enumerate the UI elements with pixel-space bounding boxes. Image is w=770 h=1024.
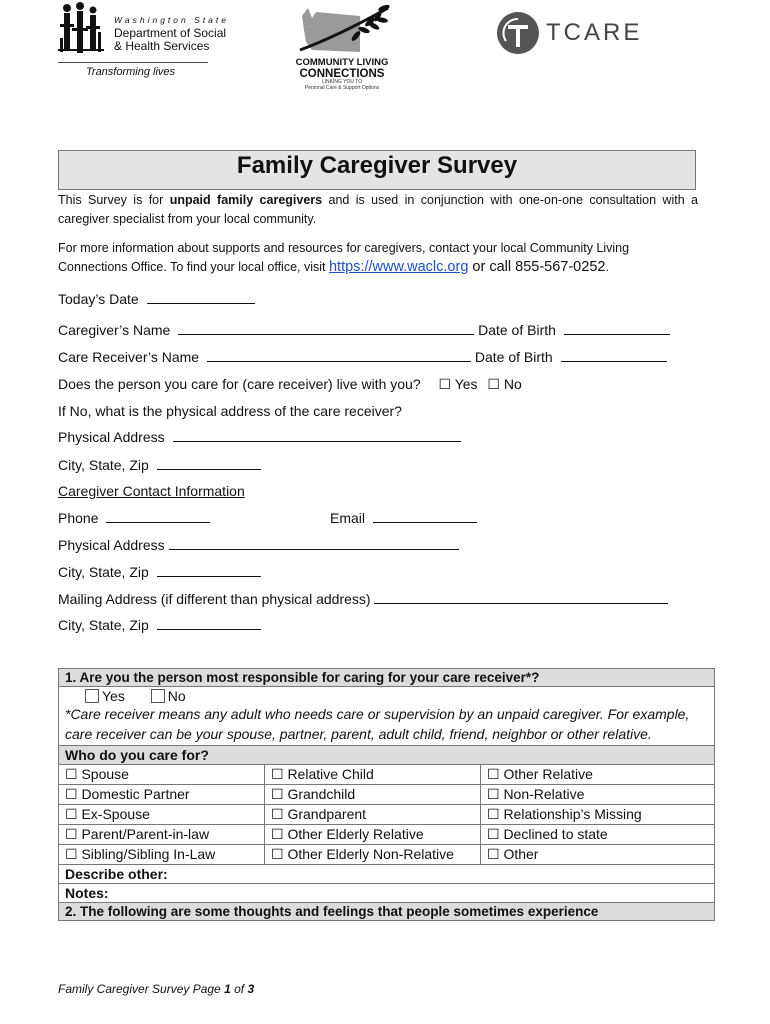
tcare-wordmark: TCARE [546, 19, 643, 46]
footer-of: of [230, 982, 248, 996]
mailing-city-label: City, State, Zip [58, 617, 149, 633]
question-1: 1. Are you the person most responsible for caring for your care receiver*? [59, 669, 715, 687]
clc-line1: COMMUNITY LIVING [295, 57, 389, 68]
if-no-question: If No, what is the physical address of the care receiver? [58, 403, 402, 419]
q1-no-label: No [167, 688, 186, 704]
q1-no-checkbox[interactable] [151, 689, 165, 703]
caregiver-city-row [58, 563, 261, 581]
phone-number: or call 855-567-0252 [468, 259, 606, 275]
q1-yes-label: Yes [102, 688, 125, 704]
question-2: 2. The following are some thoughts and feelings that people sometimes experience [59, 903, 715, 921]
receiver-city-field[interactable] [157, 456, 261, 470]
option-grandparent[interactable]: ☐ Grandparent [265, 805, 481, 825]
care-receiver-name-field[interactable] [207, 348, 471, 362]
option-relationship-missing[interactable]: ☐ Relationship’s Missing [481, 805, 715, 825]
option-spouse[interactable]: ☐ Spouse [59, 765, 265, 785]
mailing-address-label: Mailing Address (if different than physical address) [58, 591, 371, 607]
receiver-city-label: City, State, Zip [58, 457, 149, 473]
dshs-figures-icon [58, 2, 108, 58]
option-other[interactable]: ☐ Other [481, 845, 715, 865]
todays-date-row [58, 290, 255, 308]
if-no-row [58, 402, 402, 420]
dshs-line2: & Health Services [114, 39, 210, 53]
question-1-answer-cell [59, 687, 715, 746]
caregiver-name-field[interactable] [178, 321, 474, 335]
option-sibling[interactable]: ☐ Sibling/Sibling In-Law [59, 845, 265, 865]
receiver-address-label: Physical Address [58, 429, 165, 445]
caregiver-name-row [58, 321, 670, 339]
caregiver-name-label: Caregiver’s Name [58, 322, 171, 338]
live-with-yes-checkbox[interactable]: ☐ Yes [438, 376, 478, 392]
option-parent[interactable]: ☐ Parent/Parent-in-law [59, 825, 265, 845]
dshs-name [114, 14, 229, 53]
intro-bold: unpaid family caregivers [169, 193, 323, 207]
phone-row [58, 509, 210, 527]
clc-name [290, 58, 394, 80]
option-ex-spouse[interactable]: ☐ Ex-Spouse [59, 805, 265, 825]
page-title: Family Caregiver Survey [236, 152, 518, 179]
caregiver-address-label: Physical Address [58, 537, 165, 553]
options-row [59, 825, 715, 845]
email-label: Email [330, 510, 366, 526]
options-row [59, 845, 715, 865]
option-domestic-partner[interactable]: ☐ Domestic Partner [59, 785, 265, 805]
clc-line2: CONNECTIONS [299, 68, 385, 80]
phone-label: Phone [58, 510, 99, 526]
mailing-address-row [58, 590, 668, 608]
who-do-you-care-for: Who do you care for? [59, 746, 715, 765]
mailing-address-field[interactable] [374, 590, 668, 604]
clc-sub1: LINKING YOU TO [321, 79, 363, 85]
options-row [59, 765, 715, 785]
email-row [330, 509, 477, 527]
tcare-logo-icon [496, 11, 540, 55]
question-1-options [65, 688, 708, 704]
dshs-state: Washington State [114, 15, 229, 25]
describe-other[interactable]: Describe other: [59, 865, 715, 884]
care-receiver-definition: *Care receiver means any adult who needs care or supervision by an unpaid caregiver. For example, care receiver can be your spouse, partner, parent, adult child, friend, neighbor or other relative. [65, 706, 690, 742]
caregiver-dob-label: Date of Birth [478, 322, 556, 338]
live-with-row [58, 375, 522, 393]
care-receiver-dob-label: Date of Birth [474, 349, 553, 365]
page-footer [58, 982, 254, 996]
waclc-link[interactable]: https://www.waclc.org [328, 259, 469, 275]
washington-map-icon [298, 2, 394, 58]
phone-field[interactable] [106, 509, 210, 523]
option-other-elderly-relative[interactable]: ☐ Other Elderly Relative [265, 825, 481, 845]
caregiver-address-row [58, 536, 459, 554]
contact-info-heading: Caregiver Contact Information [58, 483, 245, 499]
intro-text: For more information about supports and resources for caregivers, contact your local Community Living Connections Office. To find your local office, visit [58, 241, 630, 274]
dshs-divider [58, 62, 208, 63]
option-declined[interactable]: ☐ Declined to state [481, 825, 715, 845]
email-field[interactable] [373, 509, 477, 523]
notes[interactable]: Notes: [59, 884, 715, 903]
footer-total: 3 [247, 982, 255, 996]
todays-date-field[interactable] [147, 290, 255, 304]
caregiver-city-label: City, State, Zip [58, 564, 149, 580]
mailing-city-field[interactable] [157, 616, 261, 630]
receiver-address-field[interactable] [173, 428, 461, 442]
option-non-relative[interactable]: ☐ Non-Relative [481, 785, 715, 805]
footer-text: Family Caregiver Survey Page [58, 982, 225, 996]
intro-text: . [605, 260, 609, 274]
intro-paragraph-1 [58, 191, 698, 229]
intro-paragraph-2 [58, 239, 698, 277]
dshs-line1: Department of Social [114, 26, 227, 40]
receiver-city-row [58, 456, 261, 474]
live-with-question: Does the person you care for (care receiver) live with you? [58, 376, 421, 392]
caregiver-address-field[interactable] [169, 536, 459, 550]
footer-page: 1 [224, 982, 231, 996]
intro-text: and is used in conjunction with one-on-one consultation with a caregiver specialist from your local community. [58, 193, 698, 226]
todays-date-label: Today’s Date [58, 291, 139, 307]
survey-table [58, 668, 715, 921]
intro-text: This Survey is for [58, 193, 170, 207]
care-receiver-dob-field[interactable] [561, 348, 667, 362]
options-row [59, 805, 715, 825]
q1-yes-checkbox[interactable] [85, 689, 99, 703]
option-other-elderly-non-relative[interactable]: ☐ Other Elderly Non-Relative [265, 845, 481, 865]
care-receiver-name-label: Care Receiver’s Name [58, 349, 200, 365]
caregiver-dob-field[interactable] [564, 321, 670, 335]
options-row [59, 785, 715, 805]
option-relative-child[interactable]: ☐ Relative Child [265, 765, 481, 785]
clc-sub2: Personal Care & Support Options [304, 85, 380, 91]
care-receiver-name-row [58, 348, 667, 366]
dshs-tagline: Transforming lives [86, 66, 176, 78]
live-with-no-checkbox[interactable]: ☐ No [487, 376, 522, 392]
receiver-address-row [58, 428, 461, 446]
clc-subtitle [290, 79, 394, 91]
option-other-relative[interactable]: ☐ Other Relative [481, 765, 715, 785]
caregiver-city-field[interactable] [157, 563, 261, 577]
mailing-city-row [58, 616, 261, 634]
option-grandchild[interactable]: ☐ Grandchild [265, 785, 481, 805]
